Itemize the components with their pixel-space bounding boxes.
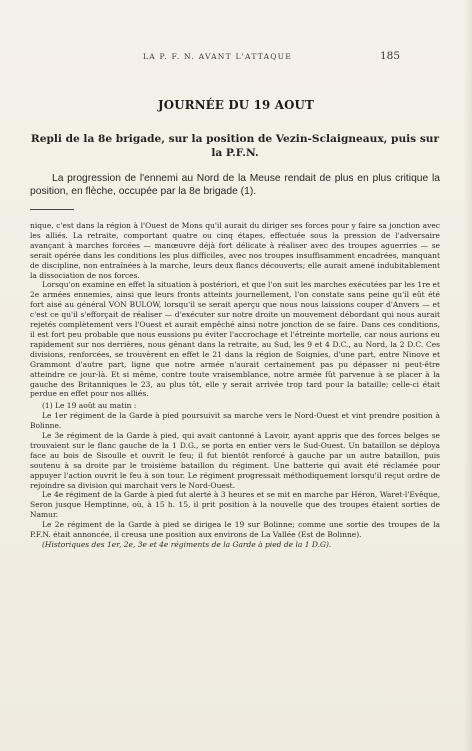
- footnote-paragraph: Le 4e régiment de la Garde à pied fut alerté à 3 heures et se mit en marche par Héron, Waret-l'Evêque, Seron jusque Hemptinne, où, à 15 h. 15, il prit position à la nouvelle que des troupes étaient sorties de Namur.: [30, 490, 440, 520]
- section-title: JOURNÉE DU 19 AOUT: [157, 98, 315, 112]
- page-number: 185: [380, 50, 401, 62]
- footnote-paragraph: Le 3e régiment de la Garde à pied, qui avait cantonné à Lavoir, ayant appris que des forces belges se trouvaient sur le flanc gauche de la 1 D.G., se porta en entier vers le Sud-Ouest. Un bataillon se déploya face au bois de Sisoulle et ouvrit le feu; il fut bientôt renforcé à gauche par un autre bataillon, puis soutenu à sa droite par le troisième bataillon du régiment. Une batterie qui avait été réclamée pour appuyer l'action ouvrit le feu à son tour. Le régiment progressait méthodiquement lorsqu'il reçut ordre de rejoindre sa division qui marchait vers le Nord-Ouest.: [30, 431, 440, 490]
- running-head: LA P. F. N. AVANT L'ATTAQUE: [143, 52, 293, 61]
- footnote-paragraph: Le 2e régiment de la Garde à pied se dirigea le 19 sur Bolinne; comme une sortie des troupes de la P.F.N. était annoncée, il creusa une position aux environs de La Vallée (Est de Bolinne).: [30, 520, 440, 540]
- page-header: [0, 52, 472, 66]
- footnote-marker: (1) Le 19 août au matin :: [42, 401, 137, 411]
- footnote-paragraph-continued: nique, c'est dans la région à l'Ouest de Mons qu'il aurait du diriger ses forces pour y faire sa jonction avec les alliés. La retraite, comportant quatre ou cinq étapes, effectuée sous la pression de l'adversaire avançant à marches forcées — manœuvre déjà fort délicate à réaliser avec des troupes aguerries — se serait opérée dans les conditions les plus difficiles, avec nos troupes insuffisamment encadrées, manquant de discipline, non entraînées à la marche, leurs deux flancs découverts; elle aurait amené indubitablement la dissociation de nos forces.: [30, 221, 440, 280]
- section-subtitle: Repli de la 8e brigade, sur la position de Vezin-Sclaigneaux, puis sur la P.F.N.: [30, 133, 440, 159]
- footnote-paragraph: Le 1er régiment de la Garde à pied poursuivit sa marche vers le Nord-Ouest et vint prendre position à Bolinne.: [30, 411, 440, 431]
- footnote-paragraph: Lorsqu'on examine en effet la situation à postériori, et que l'on suit les marches exécutées par les 1re et 2e armées ennemies, ainsi que leurs fronts atteints journellement, l'on constate sans peine qu'il eût été fort aisé au général VON BULOW, lorsqu'il se serait aperçu que nous nous laissions couper d'Anvers — et c'est ce qu'il s'efforçait de réaliser — d'exécuter sur notre droite un mouvement débordant qui nous aurait rejetés complètement vers l'Ouest et aurait empêché ainsi notre jonction de se faire. Dans ces conditions, il est fort peu probable que nous eussions pu éviter l'accrochage et l'étreinte mortelle, car nous aurions eu rapidement sur nos derrières, nous gênant dans la retraite, au Sud, les 9 et 4 D.C., au Nord, la 2 D.C. Ces divisions, renforcées, se trouvèrent en effet le 21 dans la région de Soignies, d'une part, entre Ninove et Grammont d'autre part, ligne que notre armée n'aurait certainement pas pu dépasser ni peut-être atteindre ce jour-là. Et si même, contre toute vraisemblance, notre armée fût parvenue à se placer à la gauche des Britanniques le 23, au plus tôt, elle y serait arrivée trop tard pour la bataille; celle-ci était perdue en effet pour nos alliés.: [30, 280, 440, 399]
- footnote-rule: [30, 209, 74, 210]
- footnote-sources: (Historiques des 1er, 2e, 3e et 4e régiments de la Garde à pied de la 1 D.G).: [42, 540, 332, 549]
- footnote-body: [30, 221, 440, 550]
- page-edge-shadow: [464, 0, 472, 751]
- intro-paragraph: La progression de l'ennemi au Nord de la Meuse rendait de plus en plus critique la position, en flèche, occupée par la 8e brigade (1).: [30, 173, 440, 198]
